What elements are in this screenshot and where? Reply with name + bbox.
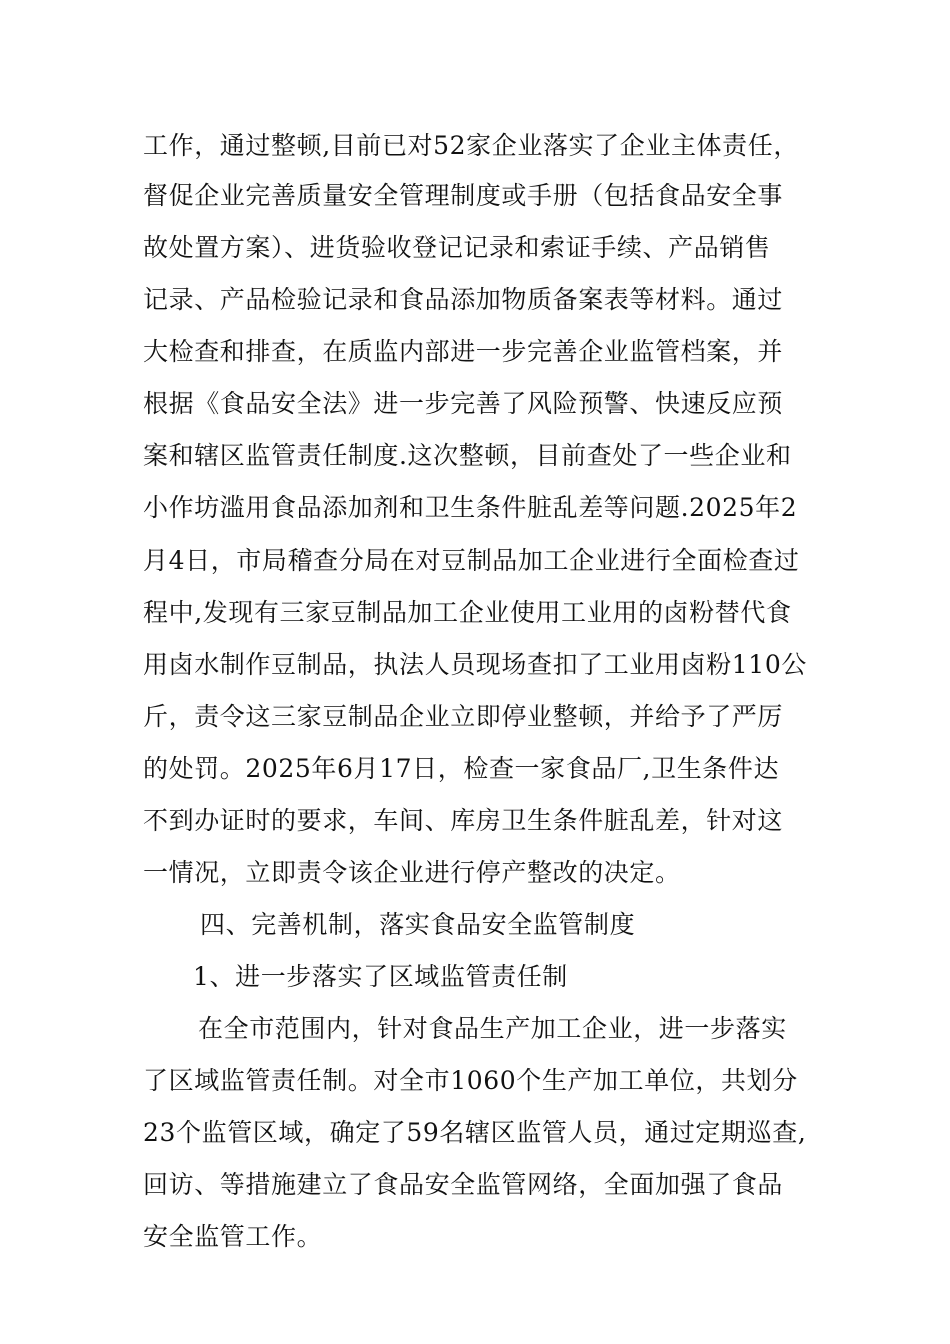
- paragraph-line: 大检查和排查，在质监内部进一步完善企业监管档案，并: [143, 337, 784, 366]
- paragraph-line: 督促企业完善质量安全管理制度或手册（包括食品安全事: [143, 181, 784, 210]
- paragraph-line: 用卤水制作豆制品，执法人员现场查扣了工业用卤粉110公: [143, 650, 807, 679]
- paragraph-line: 回访、等措施建立了食品安全监管网络，全面加强了食品: [143, 1170, 784, 1199]
- paragraph-line: 程中,发现有三家豆制品加工企业使用工业用的卤粉替代食: [143, 598, 792, 627]
- section-heading: 四、完善机制，落实食品安全监管制度: [200, 910, 636, 939]
- paragraph-line: 案和辖区监管责任制度.这次整顿，目前查处了一些企业和: [143, 441, 792, 470]
- paragraph-line: 不到办证时的要求，车间、库房卫生条件脏乱差，针对这: [143, 806, 784, 835]
- paragraph-line: 一情况，立即责令该企业进行停产整改的决定。: [143, 858, 681, 887]
- subsection-heading: 1、进一步落实了区域监管责任制: [193, 962, 568, 991]
- paragraph-line: 记录、产品检验记录和食品添加物质备案表等材料。通过: [143, 285, 784, 314]
- paragraph-line: 的处罚。2025年6月17日，检查一家食品厂,卫生条件达: [143, 754, 780, 783]
- paragraph-line: 23个监管区域，确定了59名辖区监管人员，通过定期巡查,: [143, 1118, 807, 1147]
- paragraph-line: 月4日，市局稽查分局在对豆制品加工企业进行全面检查过: [143, 546, 800, 575]
- paragraph-line: 斤，责令这三家豆制品企业立即停业整顿，并给予了严厉: [143, 702, 784, 731]
- paragraph-line: 在全市范围内，针对食品生产加工企业，进一步落实: [198, 1014, 787, 1043]
- paragraph-line: 小作坊滥用食品添加剂和卫生条件脏乱差等问题.2025年2: [143, 493, 798, 522]
- paragraph-line: 根据《食品安全法》进一步完善了风险预警、快速反应预: [143, 389, 784, 418]
- paragraph-line: 故处置方案）、进货验收登记记录和索证手续、产品销售: [143, 233, 771, 262]
- paragraph-line: 工作，通过整顿,目前已对52家企业落实了企业主体责任，: [143, 131, 799, 160]
- paragraph-line: 了区域监管责任制。对全市1060个生产加工单位，共划分: [143, 1066, 798, 1095]
- paragraph-line: 安全监管工作。: [143, 1222, 323, 1251]
